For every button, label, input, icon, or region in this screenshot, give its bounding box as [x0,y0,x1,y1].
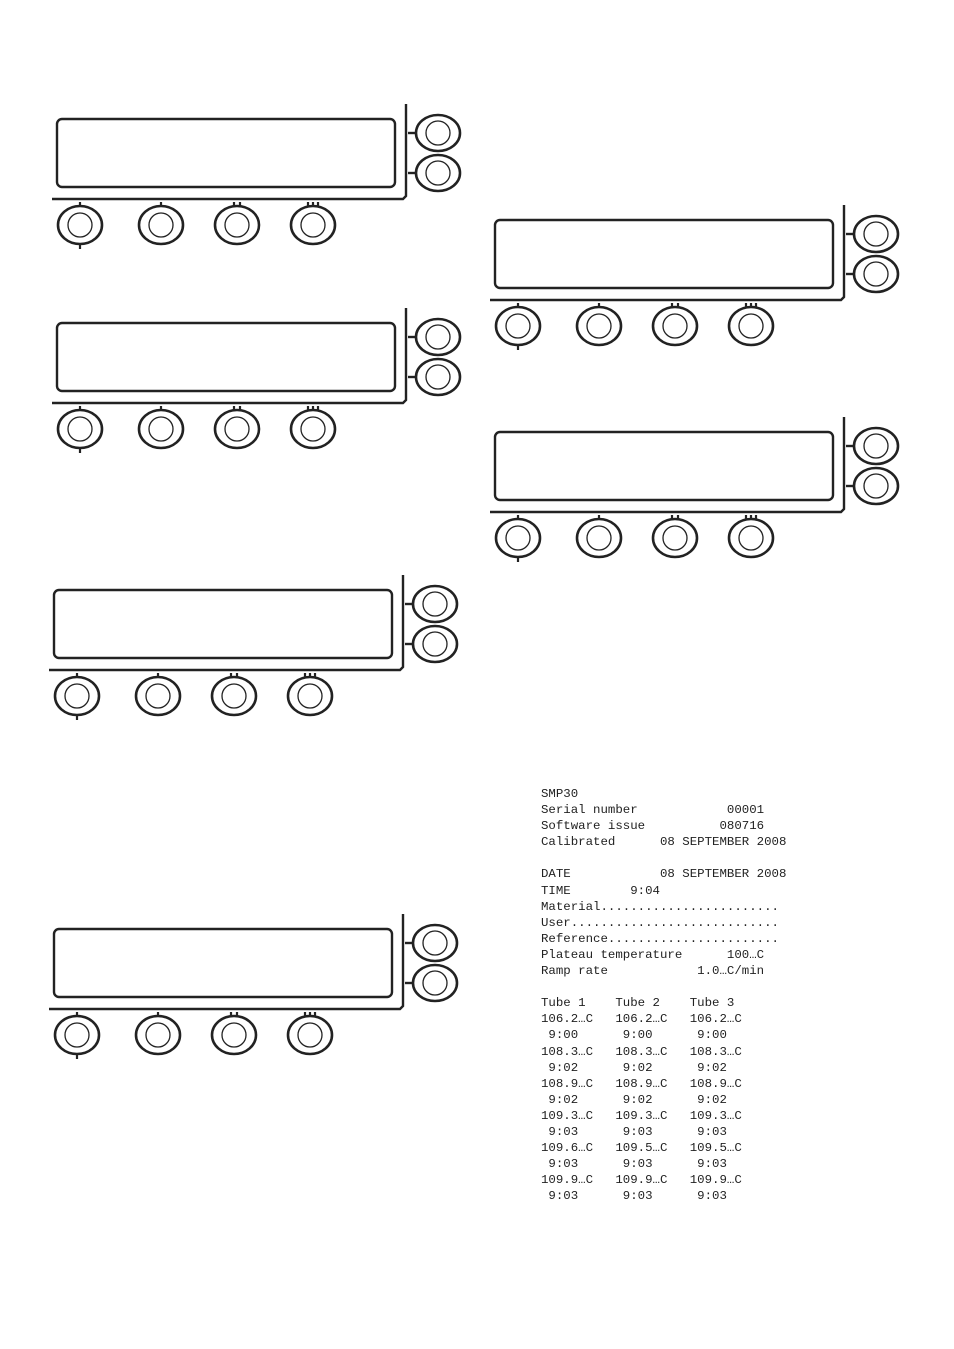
printout-line: SMP30 [541,787,579,801]
printout-line: 109.6…C 109.5…C 109.5…C [541,1141,742,1156]
side-button-down[interactable] [412,964,458,1006]
side-button-up[interactable] [415,114,461,156]
control-panel-6 [490,417,910,567]
side-button-up[interactable] [415,318,461,360]
printout-line: 108.9…C 108.9…C 108.9…C [541,1076,742,1091]
function-button-4[interactable] [290,204,336,246]
function-button-1[interactable] [54,1014,100,1056]
printout-line: 9:02 9:02 9:02 [541,1060,727,1075]
side-button-up[interactable] [412,585,458,627]
function-button-4[interactable] [287,1014,333,1056]
printout-line: DATE 08 SEPTEMBER 2008 [541,867,787,882]
printout-line: 9:03 9:03 9:03 [541,1157,727,1172]
function-button-2[interactable] [135,675,181,717]
function-button-1[interactable] [57,204,103,246]
printout-line: TIME 9:04 [541,883,660,898]
printout-line: Calibrated 08 SEPTEMBER 2008 [541,835,787,850]
control-panel-5 [490,205,910,355]
function-button-2[interactable] [138,408,184,450]
side-button-up[interactable] [853,215,899,257]
printout-line: 108.3…C 108.3…C 108.3…C [541,1044,742,1059]
printout-line: Reference....................... [541,931,779,946]
printout-line: Plateau temperature 100…C [541,947,765,962]
printout-line: 109.3…C 109.3…C 109.3…C [541,1108,742,1123]
printout [541,786,786,1204]
function-button-3[interactable] [214,204,260,246]
lcd-display [63,595,383,651]
printout-line: Software issue 080716 [541,819,765,834]
function-button-2[interactable] [576,517,622,559]
function-button-4[interactable] [728,305,774,347]
side-button-down[interactable] [415,358,461,400]
printout-line: Tube 1 Tube 2 Tube 3 [541,996,735,1011]
side-button-down[interactable] [853,255,899,297]
function-button-4[interactable] [287,675,333,717]
printout-line: User............................ [541,915,779,930]
function-button-1[interactable] [57,408,103,450]
function-button-4[interactable] [290,408,336,450]
function-button-1[interactable] [54,675,100,717]
lcd-display [504,225,824,281]
side-button-up[interactable] [853,427,899,469]
function-button-3[interactable] [214,408,260,450]
printout-line: 109.9…C 109.9…C 109.9…C [541,1173,742,1188]
control-panel-1 [52,104,472,254]
function-button-2[interactable] [138,204,184,246]
lcd-display [504,437,824,493]
printout-line: 9:03 9:03 9:03 [541,1189,727,1204]
side-button-up[interactable] [412,924,458,966]
lcd-display [66,124,386,180]
lcd-display [63,934,383,990]
control-panel-2 [52,308,472,458]
side-button-down[interactable] [412,625,458,667]
lcd-display [66,328,386,384]
function-button-1[interactable] [495,517,541,559]
function-button-2[interactable] [576,305,622,347]
printout-line: Serial number 00001 [541,803,765,818]
printout-line: Ramp rate 1.0…C/min [541,964,765,979]
side-button-down[interactable] [415,154,461,196]
printout-line: Material........................ [541,899,779,914]
function-button-2[interactable] [135,1014,181,1056]
function-button-3[interactable] [652,305,698,347]
printout-line: 9:00 9:00 9:00 [541,1028,727,1043]
printout-line: 9:03 9:03 9:03 [541,1124,727,1139]
function-button-4[interactable] [728,517,774,559]
printout-line: 106.2…C 106.2…C 106.2…C [541,1012,742,1027]
control-panel-4 [49,914,469,1064]
function-button-3[interactable] [652,517,698,559]
printout-line: 9:02 9:02 9:02 [541,1092,727,1107]
function-button-3[interactable] [211,1014,257,1056]
function-button-1[interactable] [495,305,541,347]
side-button-down[interactable] [853,467,899,509]
control-panel-3 [49,575,469,725]
function-button-3[interactable] [211,675,257,717]
